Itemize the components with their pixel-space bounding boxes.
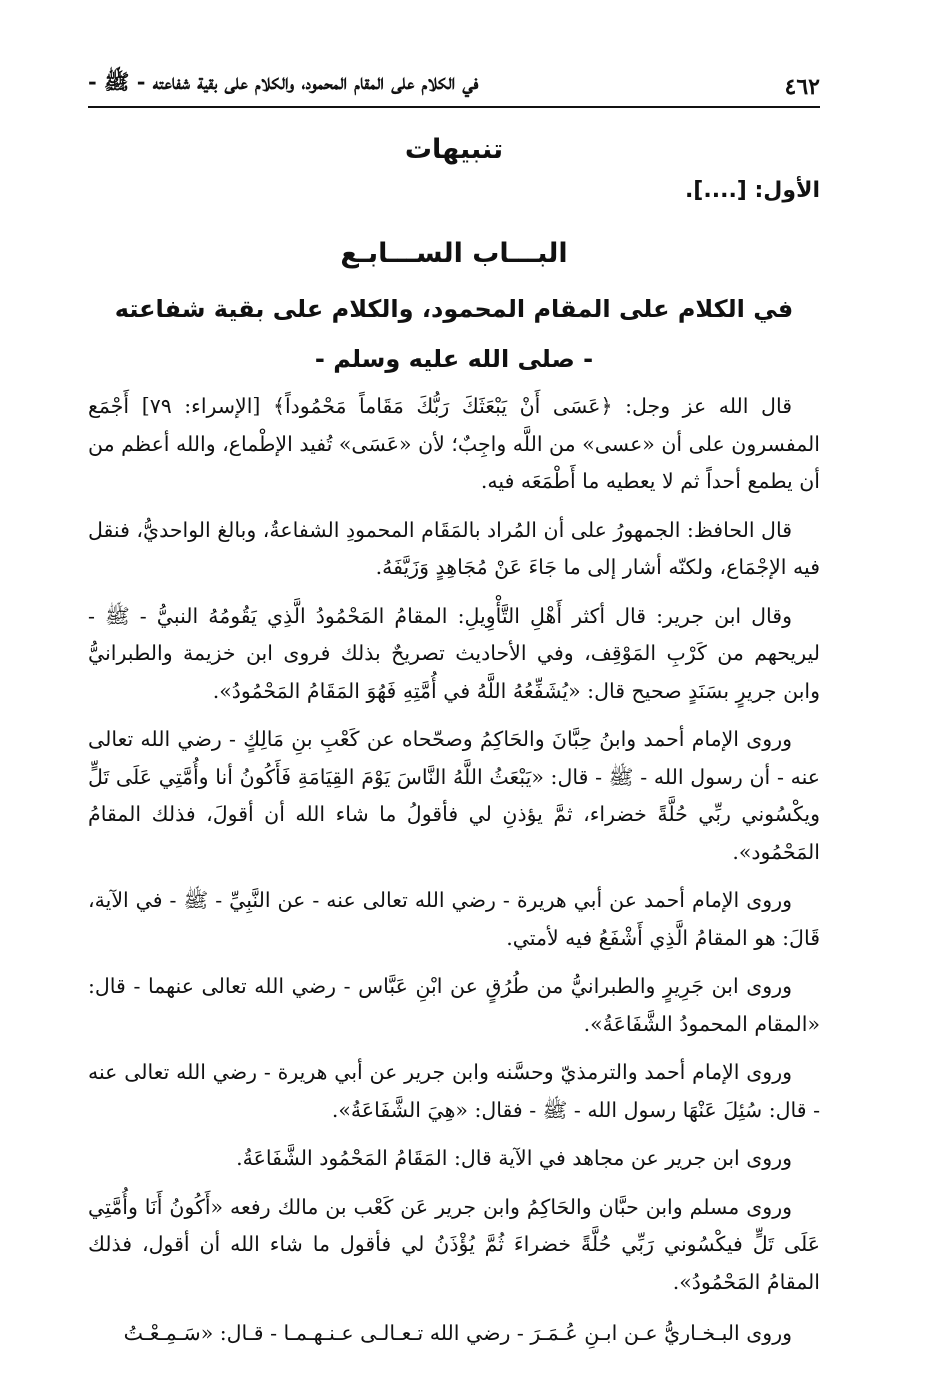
chapter-title: البـــاب الســـابـع <box>340 238 568 269</box>
paragraph: وروى ابن جَرِيرٍ والطبرانيُّ من طُرُقٍ عن ابْنِ عَبَّاس - رضي الله تعالى عنهما - قال: «المقام المحمودُ الشَّفَاعَةُ». <box>88 974 820 1036</box>
paragraph: وروى الإمام أحمد وابنُ حِبَّانَ والحَاكِمُ وصحّحاه عن كَعْبِ بنِ مَالِكٍ - رضي الله تعالى عنه - أن رسول الله - ﷺ - قال: «يَبْعَثُ اللَّهُ النَّاسَ يَوْمَ القِيَامَةِ فَأَكُونُ أنا وأُمَّتِي عَلَى تَلٍّ ويكْسُوني ربِّي حُلَّةً خضراء، ثمَّ يؤذنِ لي فأقولُ ما شاء الله أن أقولَ، فذلك المقامُ المَحْمُود». <box>88 727 820 864</box>
first-note: الأول: [....]. <box>684 178 820 203</box>
paragraph: وروى البـخـاريُّ عـن ابـنِ عُـمَـرَ - رضي الله تـعـالـى عـنـهـمـا - قـال: «سَـمِـعْـتُ <box>123 1321 792 1345</box>
body-text <box>88 388 820 1353</box>
chapter-heading <box>88 284 820 384</box>
page-number: ٤٦٢ <box>784 74 820 100</box>
paragraph: وروى الإمام أحمد عن أبي هريرة - رضي الله تعالى عنه - عن النَّبِيِّ - ﷺ - في الآية، قَالَ: هو المقامُ الَّذِي أَشْفَعُ فيه لأمتي. <box>88 888 820 950</box>
paragraph: وروى ابن جرير عن مجاهد في الآية قال: المَقَامُ المَحْمُود الشَّفَاعَةُ. <box>236 1146 792 1170</box>
section-title: تنبيهات <box>404 134 504 165</box>
paragraph: وقال ابن جرير: قال أكثر أَهْلِ التَّأْوِيلِ: المقامُ المَحْمُودُ الَّذِي يَقُومُهُ النبيُّ - ﷺ - ليريحهم من كَرْبِ المَوْقِف، وفي الأحاديث تصريحٌ بذلك فروى ابن خزيمة والطبرانيُّ وابن جريرٍ بسَنَدٍ صحيح قال: «يُشَفِّعُهُ اللَّهُ في أُمَّتِهِ فَهُوَ المَقَامُ المَحْمُودُ». <box>88 603 820 703</box>
chapter-heading-line-1: في الكلام على المقام المحمود، والكلام على بقية شفاعته <box>114 295 794 323</box>
paragraph: وروى الإمام أحمد والترمذيّ وحسَّنه وابن جرير عن أبي هريرة - رضي الله تعالى عنه - قال: سُئِلَ عَنْهَا رسول الله - ﷺ - فقال: «هِيَ الشَّفَاعَةُ». <box>88 1060 820 1122</box>
paragraph: وروى مسلم وابن حبَّان والحَاكِمُ وابن جرير عَن كَعْب بن مالك رفعه «أَكُونُ أَنَا وأُمَّتِي عَلَى تَلٍّ فيكْسُوني رَبِّي حُلَّةً خضراءَ ثُمَّ يُؤْذَنُ لي فأقول ما شاء الله أن أقول، فذلك المقامُ المَحْمُودُ». <box>88 1194 820 1294</box>
page-header <box>88 60 820 108</box>
running-title: في الكلام على المقام المحمود، والكلام على بقية شفاعته - ﷺ - <box>88 69 479 94</box>
paragraph: قال الله عز وجل: ﴿عَسَى أَنْ يَبْعَثَكَ رَبُّكَ مَقَاماً مَحْمُوداً﴾ [الإسراء: ٧٩] أَجْمَع المفسرون على أن «عسى» من اللَّه واجِبٌ؛ لأن «عَسَى» تُفيد الإطْماع، والله أعظم من أن يطمع أحداً ثم لا يعطيه ما أَطْمَعَه فيه. <box>88 394 820 493</box>
paragraph: قال الحافظ: الجمهورُ على أن المُراد بالمَقَام المحمودِ الشفاعةُ، وبالغ الواحديُّ، فنقل فيه الإجْمَاع، ولكنّه أشار إلى ما جَاءَ عَنْ مُجَاهِدٍ وَزَيَّفَهُ. <box>88 517 820 579</box>
chapter-heading-line-2: - صلى الله عليه وسلم - <box>314 345 594 373</box>
document-page <box>88 60 820 1364</box>
